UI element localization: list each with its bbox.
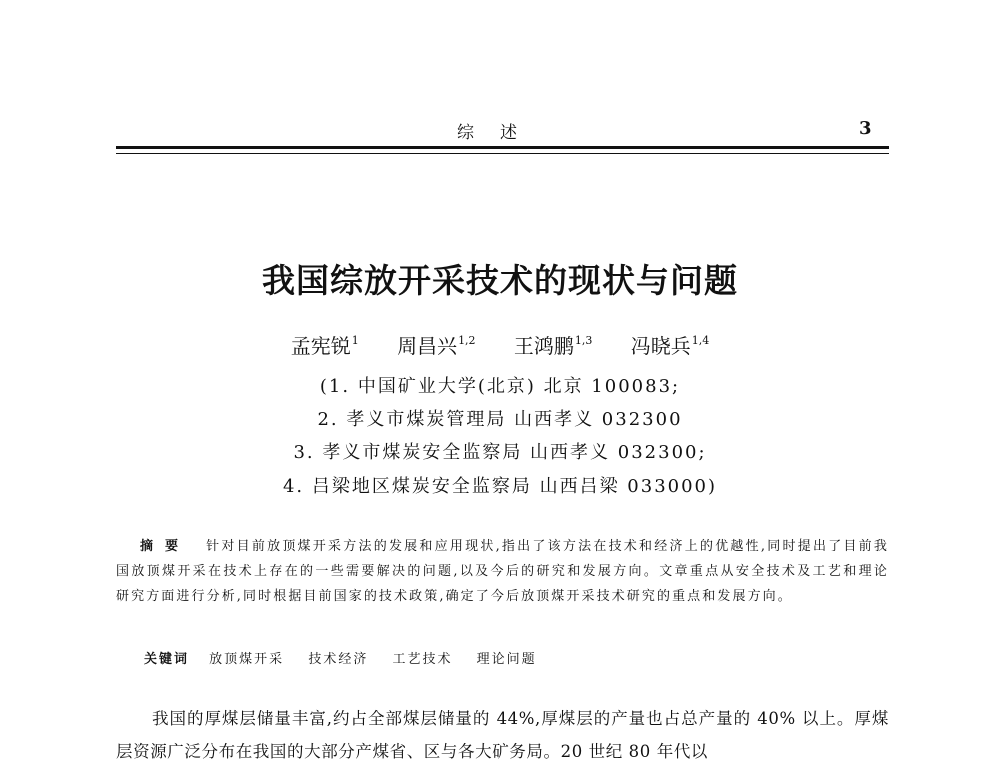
keyword: 放顶煤开采	[209, 652, 285, 667]
abstract-text: 针对目前放顶煤开采方法的发展和应用现状,指出了该方法在技术和经济上的优越性,同时提出了目前我国放顶煤开采在技术上存在的一些需要解决的问题,以及今后的研究和发展方向。文章重点从安全技术及工艺和理论研究方面进行分析,同时根据目前国家的技术政策,确定了今后放顶煤开采技术研究的重点和发展方向。	[116, 539, 889, 604]
keyword: 理论问题	[476, 652, 537, 667]
author-affil-mark: 1	[351, 334, 359, 347]
author	[291, 334, 359, 358]
author-affil-mark: 1,3	[574, 334, 593, 347]
affiliation: 2. 孝义市煤炭管理局 山西孝义 032300	[317, 409, 683, 430]
keyword: 工艺技术	[392, 652, 453, 667]
author-affil-mark: 1,2	[458, 334, 476, 347]
author	[397, 334, 476, 358]
author-name: 周昌兴	[397, 334, 458, 358]
page-number: 3	[859, 118, 872, 139]
author	[631, 334, 710, 358]
affiliation: 3. 孝义市煤炭安全监察局 山西孝义 032300;	[293, 442, 707, 463]
affiliation: 4. 吕梁地区煤炭安全监察局 山西吕梁 033000)	[282, 476, 718, 497]
abstract	[116, 534, 889, 609]
article-title: 我国综放开采技术的现状与问题	[262, 261, 738, 300]
author-list	[0, 330, 1000, 359]
keywords-label: 关键词	[144, 652, 190, 667]
author-name: 王鸿鹏	[513, 334, 574, 358]
header-rule-thin	[116, 153, 889, 154]
author-affil-mark: 1,4	[691, 334, 710, 347]
affiliation: (1. 中国矿业大学(北京) 北京 100083;	[319, 376, 681, 397]
keyword: 技术经济	[308, 652, 369, 667]
body-paragraph: 我国的厚煤层储量丰富,约占全部煤层储量的 44%,厚煤层的产量也占总产量的 40% 以上。厚煤层资源广泛分布在我国的大部分产煤省、区与各大矿务局。20 世纪 80 年代以	[116, 709, 889, 761]
section-label: 综述	[457, 123, 543, 143]
author-name: 孟宪锐	[290, 334, 351, 358]
abstract-label: 摘要	[140, 539, 191, 554]
author	[514, 334, 593, 358]
header-rule-thick	[116, 146, 889, 149]
author-name: 冯晓兵	[630, 334, 691, 358]
keywords	[144, 648, 555, 667]
